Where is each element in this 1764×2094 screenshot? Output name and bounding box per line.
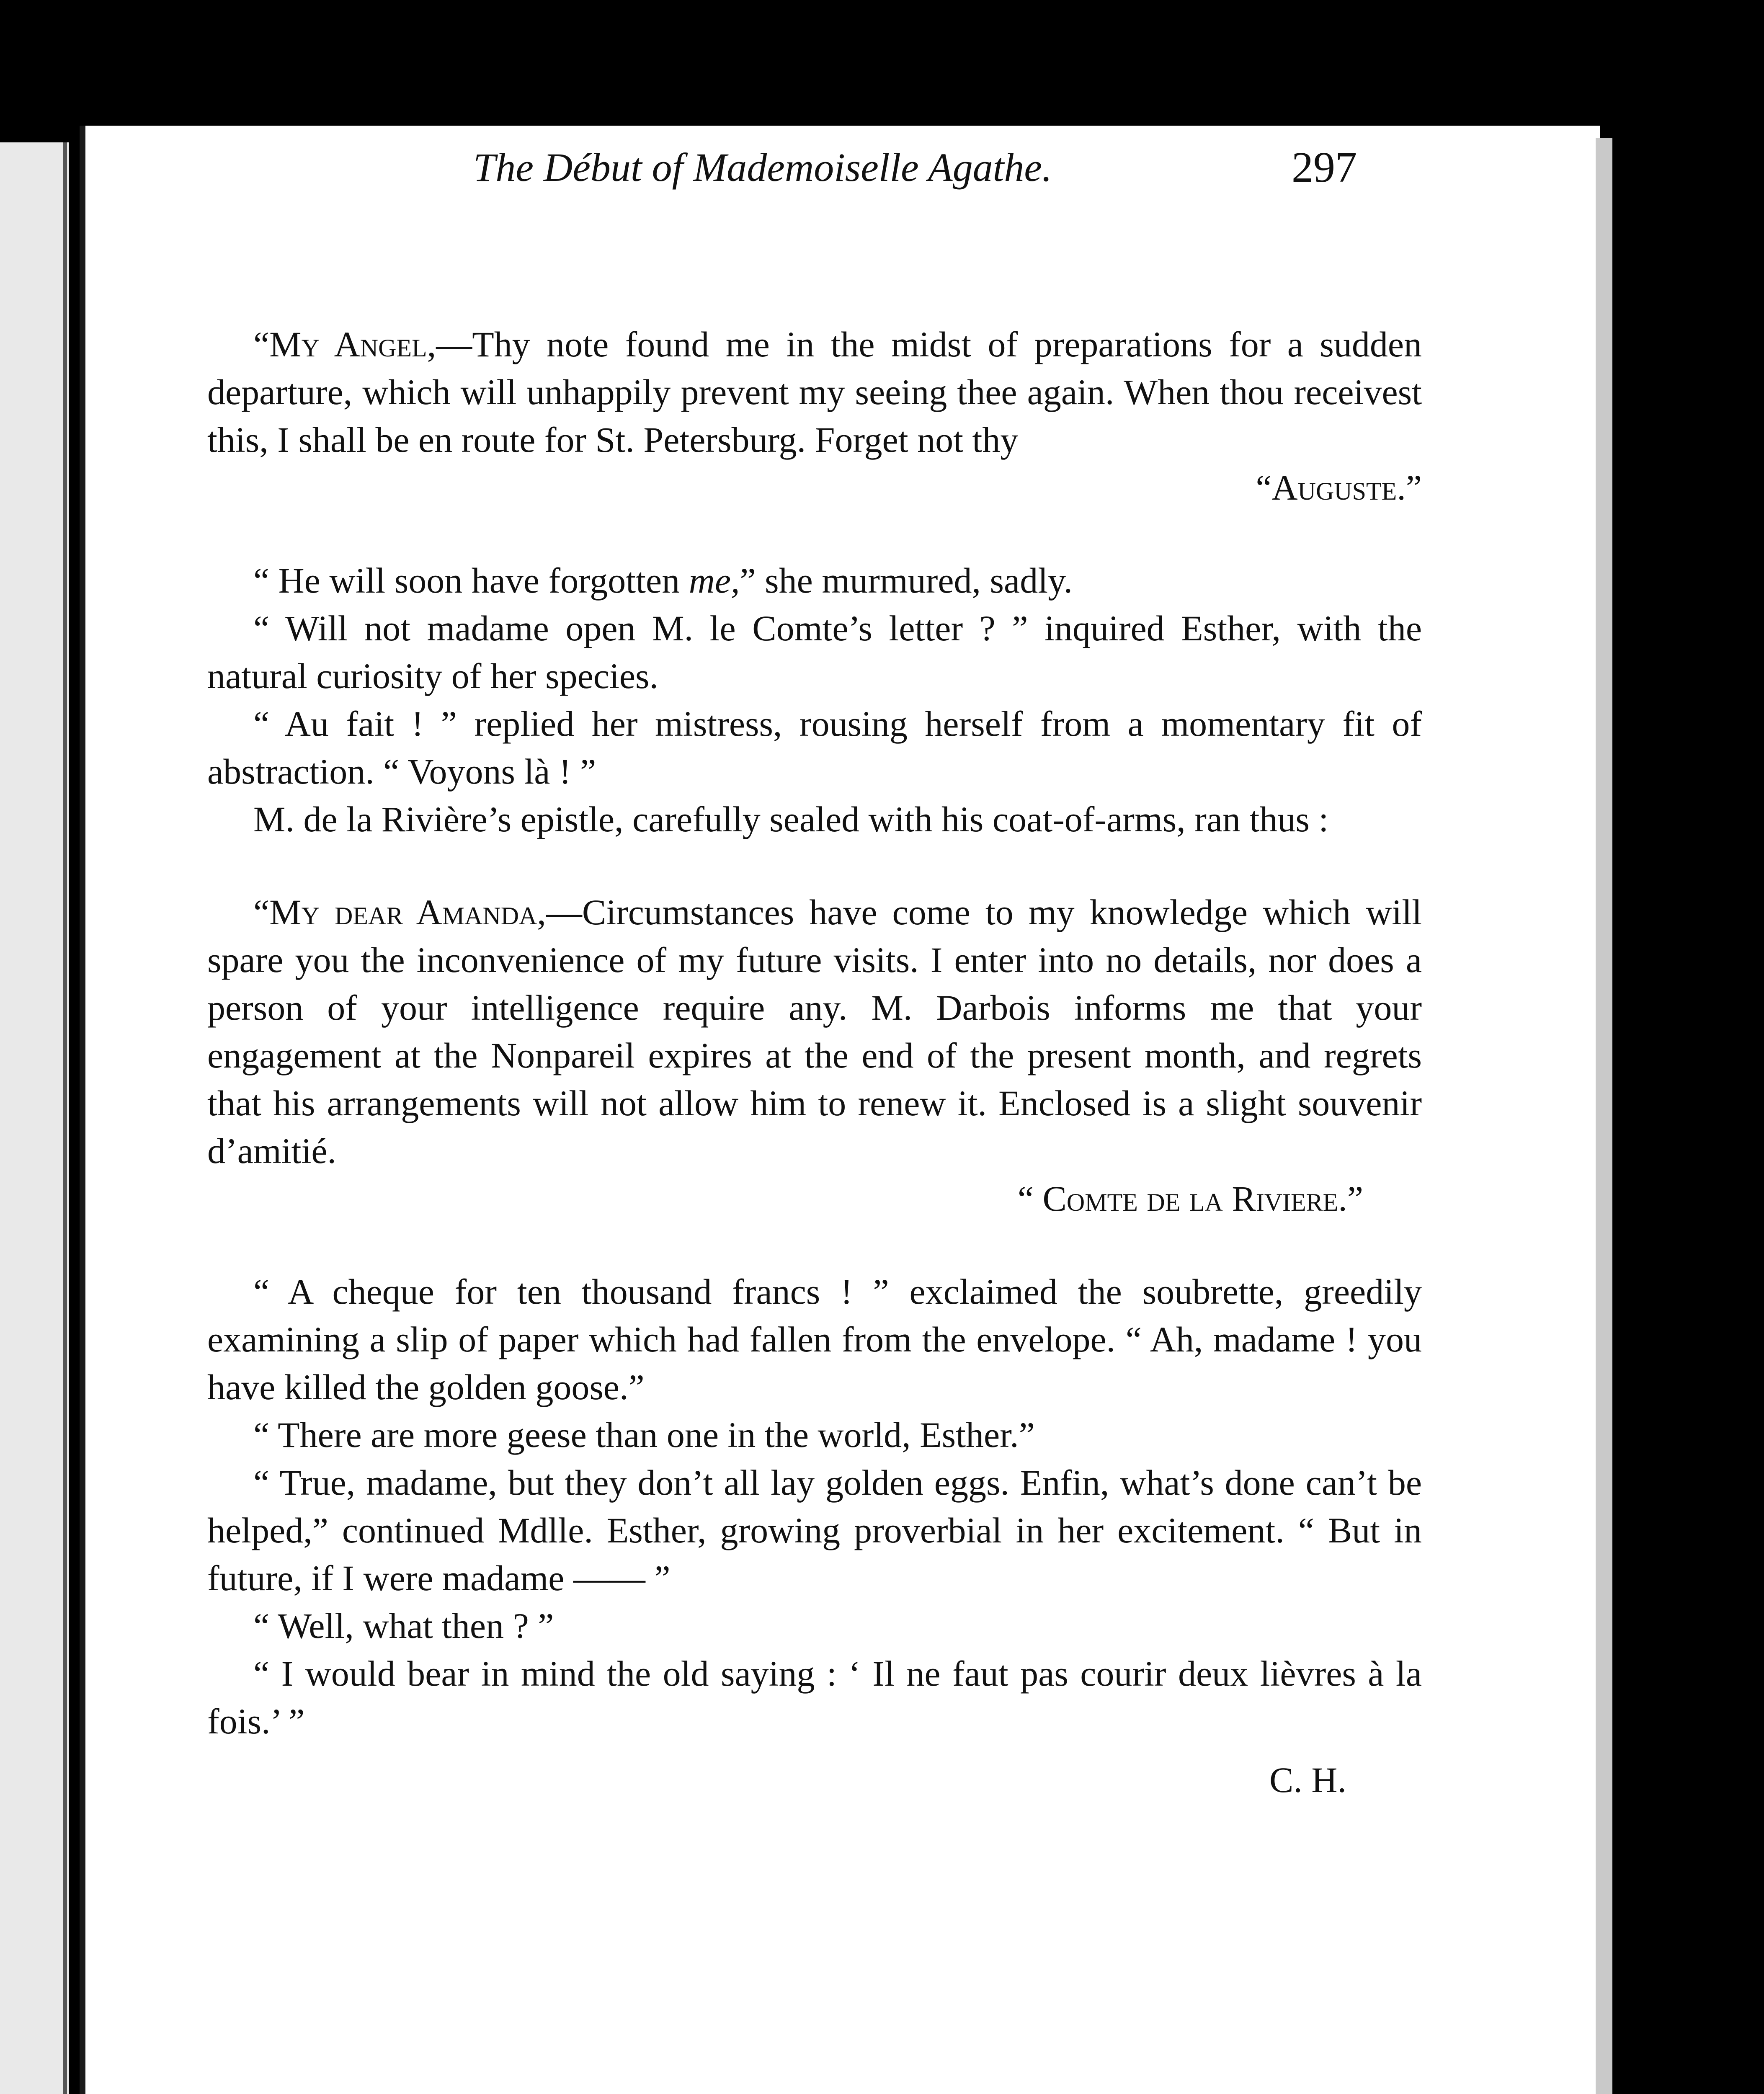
paragraph: “ There are more geese than one in the world, Esther.” [253,1415,1035,1455]
letter-comte [207,888,1422,1175]
paragraph: “ Well, what then ? ” [253,1606,554,1646]
letter-signature [207,1175,1422,1222]
author-initials: C. H. [1269,1760,1346,1800]
signature-text: “Auguste.” [1256,467,1422,508]
letter-body: —Thy note found me in the midst of preparations for a sudden departure, which will unhappily prevent my seeing thee again. When thou receivest this, I shall be en route for St. Petersburg. Forget not thy [207,324,1422,460]
paragraph: “ A cheque for ten thousand francs ! ” exclaimed the soubrette, greedily examining a slip of paper which had fallen from the envelope. “ Ah, madame ! you have killed the golden goose.” [207,1271,1422,1407]
paragraph-text: ” she murmured, sadly. [740,560,1073,601]
signature-text: “ Comte de la Riviere.” [1017,1179,1363,1219]
facing-page-edge [0,142,69,2094]
letter-salutation: My dear Amanda, [269,892,546,932]
paragraph: “ I would bear in mind the old saying : ‘ Il ne faut pas courir deux lièvres à la fois.’ ” [207,1653,1422,1741]
paragraph [207,557,1422,604]
paragraph: M. de la Rivière’s epistle, carefully sealed with his coat-of-arms, ran thus : [253,799,1329,839]
emphasis-text: me, [689,560,740,601]
paragraph: “ True, madame, but they don’t all lay golden eggs. Enfin, what’s done can’t be helped,” continued Mdlle. Esther, growing proverbial in her excitement. “ But in future, if I were madame —— ” [207,1462,1422,1598]
letter-auguste [207,320,1422,464]
page-edge [1596,138,1612,2094]
running-title: The Début of Mademoiselle Agathe. [473,145,1052,190]
letter-body: —Circumstances have come to my knowledge which will spare you the inconvenience of my future visits. I enter into no details, nor does a person of your intelligence require any. M. Darbois informs me that your engagement at the Nonpareil expires at the end of the present month, and regrets that his arrangements will not allow him to renew it. Enclosed is a slight souvenir d’amitié. [207,892,1422,1171]
page-number: 297 [1292,143,1357,191]
open-quote: “ [253,892,270,932]
open-quote: “ [253,324,270,364]
paragraph: “ Au fait ! ” replied her mistress, rousing herself from a momentary fit of abstraction. “ Voyons là ! ” [207,704,1422,792]
paragraph-text: “ He will soon have forgotten [253,560,689,601]
page-header [473,138,1357,197]
letter-signature [207,464,1422,511]
book-gutter [63,142,67,2094]
letter-salutation: My Angel, [269,324,436,364]
body-text [207,320,1422,1804]
paragraph: “ Will not madame open M. le Comte’s letter ? ” inquired Esther, with the natural curiosity of her species. [207,608,1422,696]
